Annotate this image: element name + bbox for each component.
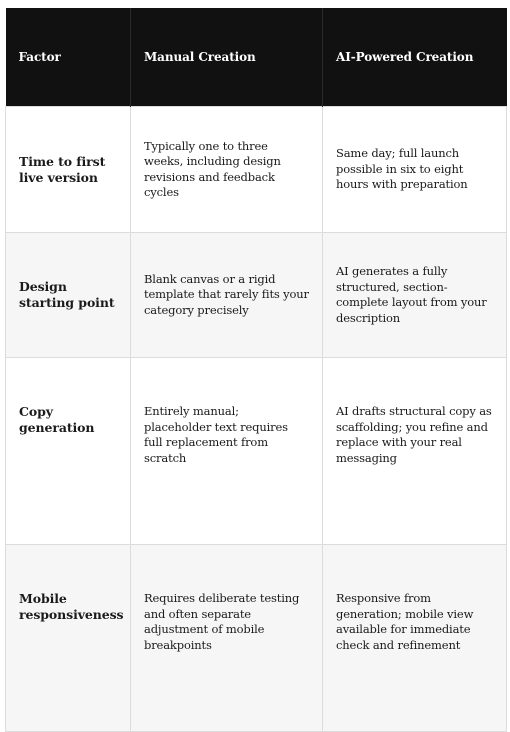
factor-cell: Copy generation	[6, 358, 131, 545]
table-row	[6, 545, 507, 732]
manual-cell: Typically one to three weeks, including design revisions and feedback cycles	[131, 107, 323, 233]
manual-cell: Blank canvas or a rigid template that rarely fits your category precisely	[131, 233, 323, 358]
factor-cell: Time to first live version	[6, 107, 131, 233]
ai-cell: AI generates a fully structured, section-complete layout from your description	[323, 233, 507, 358]
manual-cell: Requires deliberate testing and often separate adjustment of mobile breakpoints	[131, 545, 323, 732]
table-row	[6, 107, 507, 233]
comparison-table	[5, 8, 507, 732]
ai-cell: Same day; full launch possible in six to eight hours with preparation	[323, 107, 507, 233]
table-row	[6, 358, 507, 545]
header-row	[6, 8, 507, 107]
factor-cell: Design starting point	[6, 233, 131, 358]
table-body	[6, 107, 507, 732]
ai-cell: AI drafts structural copy as scaffolding; you refine and replace with your real messaging	[323, 358, 507, 545]
manual-cell: Entirely manual; placeholder text requires full replacement from scratch	[131, 358, 323, 545]
factor-cell: Mobile responsiveness	[6, 545, 131, 732]
header-ai-powered-creation: AI-Powered Creation	[323, 8, 507, 107]
ai-cell: Responsive from generation; mobile view available for immediate check and refinement	[323, 545, 507, 732]
comparison-table-container	[5, 8, 506, 732]
header-manual-creation: Manual Creation	[131, 8, 323, 107]
table-row	[6, 233, 507, 358]
header-factor: Factor	[6, 8, 131, 107]
table-header	[6, 8, 507, 107]
